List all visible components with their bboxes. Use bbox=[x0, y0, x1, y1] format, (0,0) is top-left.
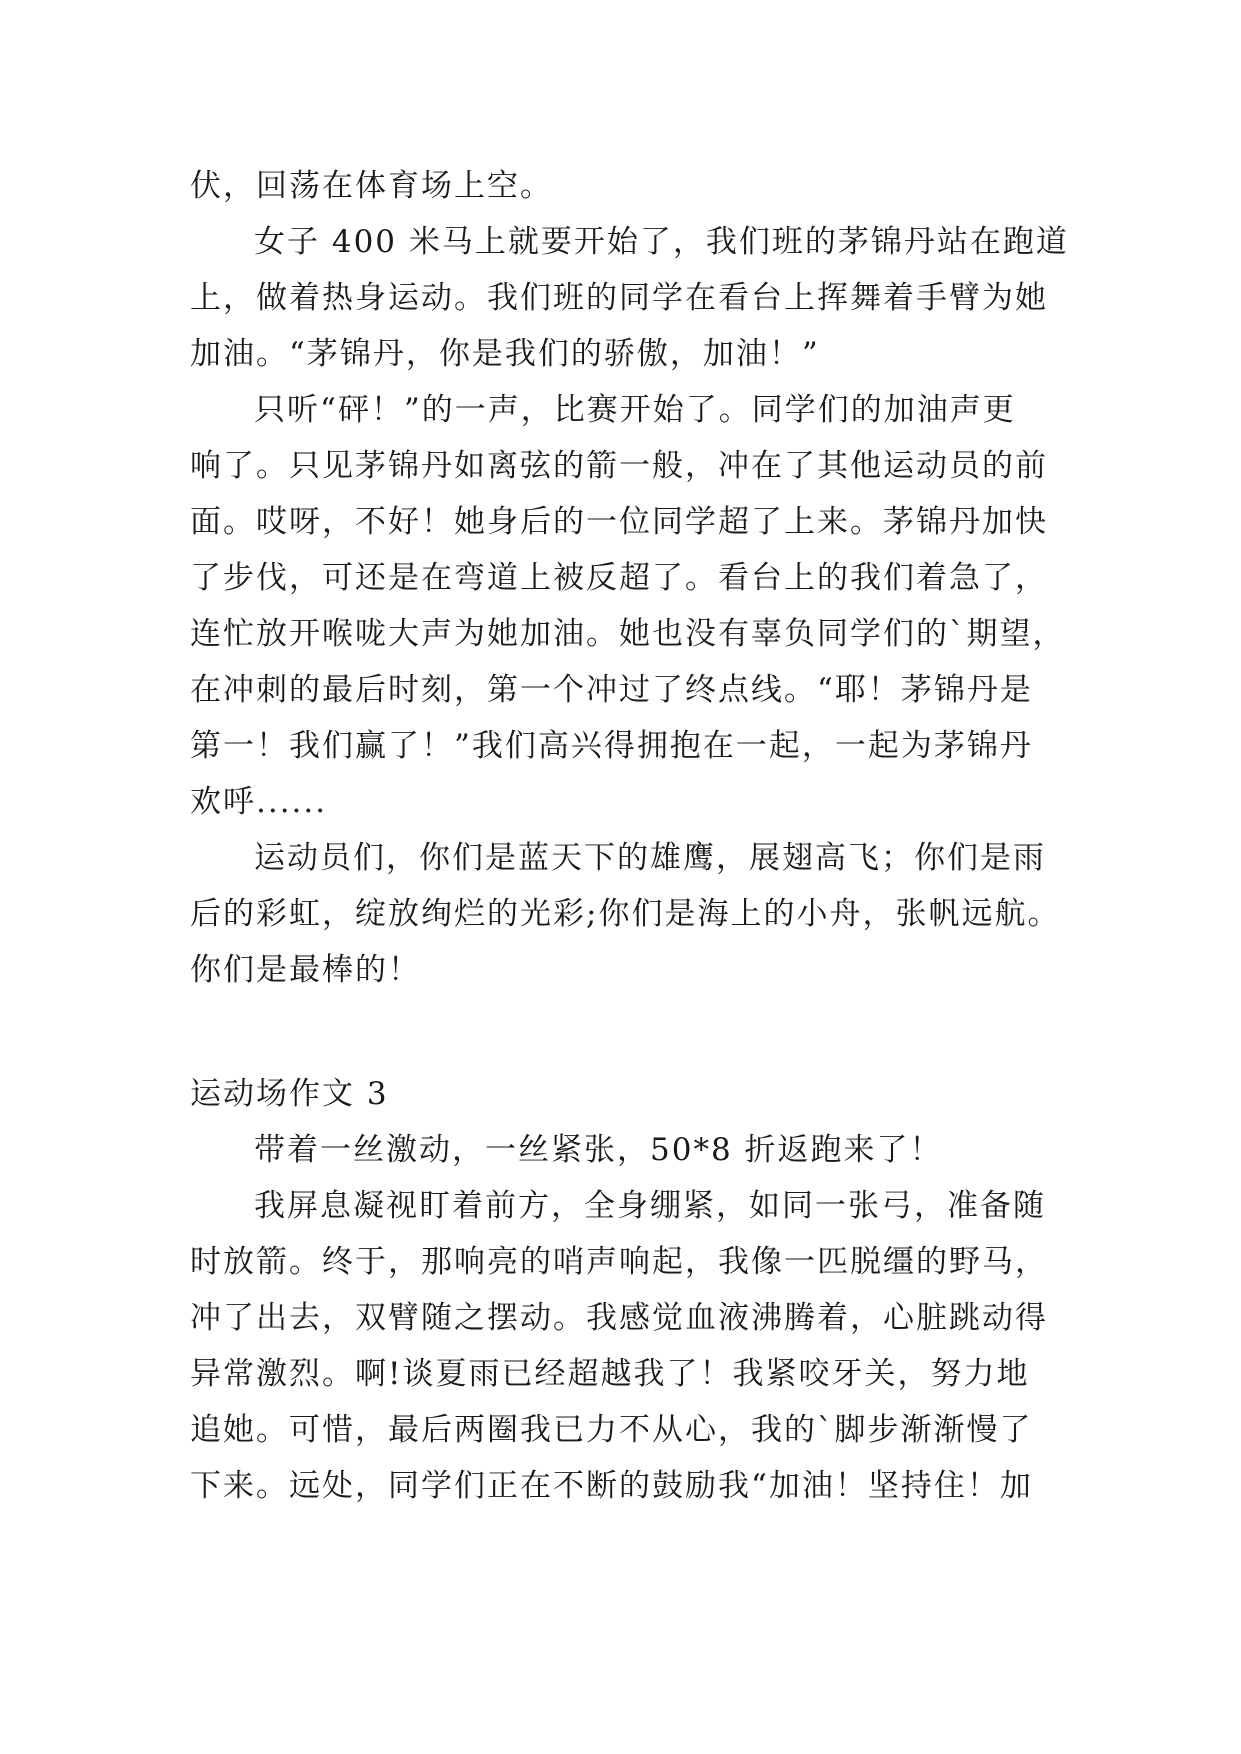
text-line: 我屏息凝视盯着前方，全身绷紧，如同一张弓，准备随 bbox=[254, 1188, 1046, 1224]
paragraph bbox=[190, 830, 1061, 998]
text-line: 响了。只见茅锦丹如离弦的箭一般，冲在了其他运动员的前 bbox=[190, 448, 1048, 484]
text-line: 你们是最棒的！ bbox=[190, 952, 421, 988]
paragraph bbox=[190, 1178, 1050, 1514]
text-line: 上，做着热身运动。我们班的同学在看台上挥舞着手臂为她 bbox=[190, 280, 1048, 316]
text-line: 在冲刺的最后时刻，第一个冲过了终点线。“耶！茅锦丹是 bbox=[190, 672, 1033, 708]
paragraph bbox=[190, 158, 1050, 214]
text-line: 第一！我们赢了！”我们高兴得拥抱在一起，一起为茅锦丹 bbox=[190, 728, 1033, 764]
text-line: 时放箭。终于，那响亮的哨声响起，我像一匹脱缰的野马， bbox=[190, 1244, 1048, 1280]
paragraph bbox=[190, 382, 1066, 830]
text-line: 追她。可惜，最后两圈我已力不从心，我的`脚步渐渐慢了 bbox=[190, 1412, 1033, 1448]
paragraph bbox=[190, 214, 1069, 382]
text-line: 只听“砰！”的一声，比赛开始了。同学们的加油声更 bbox=[254, 392, 1016, 428]
text-line: 加油。“茅锦丹，你是我们的骄傲，加油！” bbox=[190, 336, 820, 372]
document-body bbox=[190, 158, 1069, 1514]
text-line: 面。哎呀，不好！她身后的一位同学超了上来。茅锦丹加快 bbox=[190, 504, 1048, 540]
text-line: 了步伐，可还是在弯道上被反超了。看台上的我们着急了， bbox=[190, 560, 1048, 596]
text-line: 冲了出去，双臂随之摆动。我感觉血液沸腾着，心脏跳动得 bbox=[190, 1300, 1048, 1336]
text-line: 连忙放开喉咙大声为她加油。她也没有辜负同学们的`期望， bbox=[190, 616, 1066, 652]
text-line: 运动员们，你们是蓝天下的雄鹰，展翅高飞；你们是雨 bbox=[254, 840, 1046, 876]
section-title: 运动场作文 3 bbox=[190, 1076, 389, 1112]
text-line: 后的彩虹，绽放绚烂的光彩;你们是海上的小舟，张帆远航。 bbox=[190, 896, 1061, 932]
text-line: 女子 400 米马上就要开始了，我们班的茅锦丹站在跑道 bbox=[254, 224, 1069, 260]
text-line: 欢呼...... bbox=[190, 784, 328, 820]
section-spacer bbox=[190, 998, 1050, 1066]
text-line: 异常激烈。啊!谈夏雨已经超越我了！我紧咬牙关，努力地 bbox=[190, 1356, 1030, 1392]
text-line: 下来。远处，同学们正在不断的鼓励我“加油！坚持住！加 bbox=[190, 1468, 1033, 1504]
paragraph bbox=[190, 1122, 1050, 1178]
text-line: 伏，回荡在体育场上空。 bbox=[190, 168, 553, 204]
text-line: 带着一丝激动，一丝紧张，50*8 折返跑来了！ bbox=[254, 1132, 943, 1168]
